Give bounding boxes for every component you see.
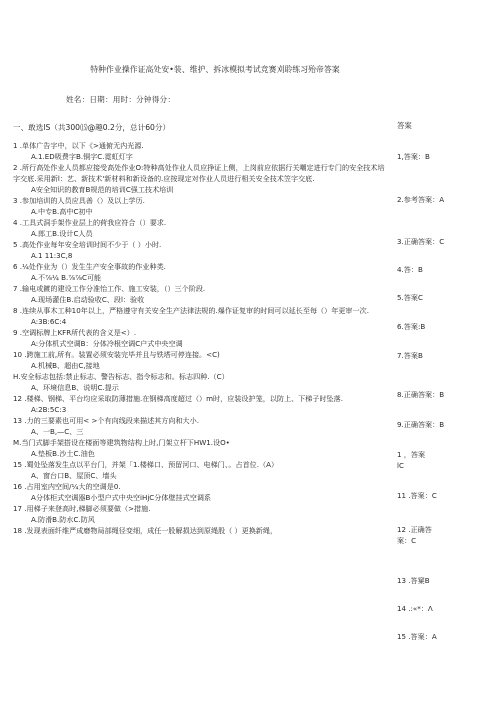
answer-item: [397, 389, 497, 400]
question-text: 17 .用梯子来登高时,梯脚必须要做（>措施.: [13, 504, 151, 513]
question-options: A.防滑B.防水C.防风: [31, 515, 95, 524]
question-item: [13, 349, 388, 371]
answer-text: 1 ，答案: [397, 450, 426, 459]
question-options: A.现场灌住B.启动验收C、段l：验收: [31, 295, 145, 304]
answer-item: [397, 264, 497, 275]
exam-meta-line: 姓名：日期：用时：分钟得分：: [66, 95, 176, 104]
answer-item: [397, 575, 497, 586]
question-item: [13, 217, 388, 239]
question-text: 12 .楼梯、钢梯、平台均应采取防薄措施.在钢梯高度超过（）m时，应装设护笼，以防上、下梯子时坠落.: [13, 394, 343, 403]
question-text: M.当门式脚手架搭设在楼面等建筑物结构上时,门架立杆下HW1.设O•: [13, 438, 230, 447]
answer-item: [397, 236, 497, 247]
question-list: [13, 140, 388, 536]
question-text: 2 .所行高处作业人员都应接受高处作业O:特种高处作业人员应挣证上侧，上岗前应依据行关嘲定进行专门的安全技术培字交底.采用新l：艺、新技术'新材料和新设备的.应按现定对作业人员进行相关安全技术笠字交底.: [13, 163, 385, 183]
answer-item: [397, 151, 497, 162]
question-options: A.1.ED吸费字B.铜字C.霓虹灯字: [31, 152, 133, 161]
question-text: 1 .单体广告字中，以下《>通俯无内光源.: [13, 141, 144, 150]
answer-text: 13 .答窠B: [397, 576, 430, 585]
question-text: 9 .空调标牌上KFR所代表的含义是<）.: [13, 328, 137, 337]
question-text: 13 .力的三要素也可用< >个有向线段来描述其方向和大小.: [13, 416, 199, 425]
question-item: [13, 261, 388, 283]
question-options: A:2B:5C:3: [31, 405, 67, 414]
question-text: H.安全标志包括:禁止标志、警告标志、指令标志和。标志四种.（C）: [13, 372, 229, 381]
question-text: 10 .跨施工前,所有。装置必须安装完毕并且与铁塔可停连接。<C): [13, 350, 220, 359]
document-title: 特种作业操作证高处安•装、维护、拆冰模拟考试竞赛刈聆练习殆帝答案: [90, 65, 340, 74]
question-options: A.不⅞¼ B.⅞⅞C可能: [31, 273, 102, 282]
answer-item: [397, 321, 497, 332]
answer-item: [397, 292, 497, 303]
question-options: A.中专B.高中C初中: [31, 207, 93, 216]
question-options: A.1 11:3C,8: [31, 251, 73, 260]
answer-text: 4.答：B: [397, 265, 423, 274]
question-options: A、一B,—C、三: [31, 427, 84, 436]
answer-text: 案：C: [397, 536, 417, 545]
answer-item: [397, 194, 497, 205]
question-text: 3 .参加培训的人员应具善（）及以上学历.: [13, 196, 145, 205]
question-options: A分体柜式空调器B小型户式中央空iHjC分体壁挂式空调系: [31, 493, 212, 502]
question-options: A:3B:6C:4: [31, 317, 67, 326]
question-options: A、环境信息B、说明C.提示: [31, 383, 119, 392]
question-options: A、窗台口B、屋顶C、墙头: [31, 471, 117, 480]
answer-text: 9.正确答案：B: [397, 420, 445, 429]
question-options: A:分体机式空调B：分体冷根空调C户式中央空调: [31, 339, 183, 348]
answer-item: [397, 350, 497, 361]
answer-text: 7.答案B: [397, 351, 423, 360]
question-item: [13, 503, 388, 525]
answer-text: 12 .正确答: [397, 525, 432, 534]
question-item: [13, 459, 388, 481]
question-options: A.郎工B.设计C人员: [31, 229, 93, 238]
question-text: 5 .高处作业每年安全培训时间不少于（ ）小时.: [13, 240, 162, 249]
question-text: 6 .¼处作业为（）发生生产安全事故的作业种类.: [13, 262, 166, 271]
question-item: [13, 283, 388, 305]
question-text: 15 .蜀处坠落发生点以平台门，并架「1.楼梯口、预留河口、电梯门、。占首位.（A）: [13, 460, 279, 469]
answer-item: [397, 631, 497, 642]
question-text: 16 .占用室内空间/¼大的空调是0.: [13, 482, 121, 491]
answer-text: 14 .:«*：Λ: [397, 604, 433, 613]
answer-text: 11 .答案：C: [397, 491, 437, 500]
question-item: [13, 415, 388, 437]
answer-text: 1,答案：B: [397, 152, 430, 161]
question-item: [13, 162, 388, 195]
answer-text: lC: [397, 461, 404, 470]
answer-item: [397, 524, 497, 546]
question-item: [13, 481, 388, 503]
question-options: A安全知识的教育B规范的培训C强工技术培训: [31, 185, 174, 194]
answer-item: [397, 490, 497, 501]
question-item: [13, 195, 388, 217]
question-item: [13, 140, 388, 162]
question-item: [13, 239, 388, 261]
question-options: A.垫板B.沙土C.油色: [31, 449, 95, 458]
answer-text: 8.正确答案：B: [397, 390, 445, 399]
question-text: 18 .发现表面纤维严成磨物局部绳径变细，成任一股解损达到原绳股（ ）更换新绳，: [13, 526, 278, 535]
question-item: [13, 371, 388, 393]
question-options: A.机械B、超由C,接地: [31, 361, 100, 370]
answer-item: [397, 449, 497, 471]
question-item: [13, 525, 388, 536]
answer-item: [397, 603, 497, 614]
question-item: [13, 437, 388, 459]
question-item: [13, 305, 388, 327]
answer-item: [397, 419, 497, 430]
section-title: 一、敢选lS（共300⒂@趣0.2分，总计60分）: [13, 123, 171, 132]
question-text: 8 .连续从事木工种10年以上，严格遵守有关安全生产法律法规的.爆作证复审的时间可以延长至每（）年更审一次.: [13, 306, 369, 315]
question-text: 4 .工具式洞手架作业层上的荷我应符合（）要求.: [13, 218, 167, 227]
question-item: [13, 327, 388, 349]
answer-text: 2.参考答案：A: [397, 195, 445, 204]
answer-text: 6.答案:B: [397, 322, 426, 331]
answer-text: 3.正确答案：C: [397, 237, 445, 246]
question-item: [13, 393, 388, 415]
question-text: 7 .输电或鍍的建设工作分准怡工作、施工安装，（）三个阶段.: [13, 284, 206, 293]
answer-text: 15 .答案：A: [397, 632, 437, 641]
answer-text: 5.答案C: [397, 293, 423, 302]
answers-heading: 答案: [397, 121, 412, 130]
